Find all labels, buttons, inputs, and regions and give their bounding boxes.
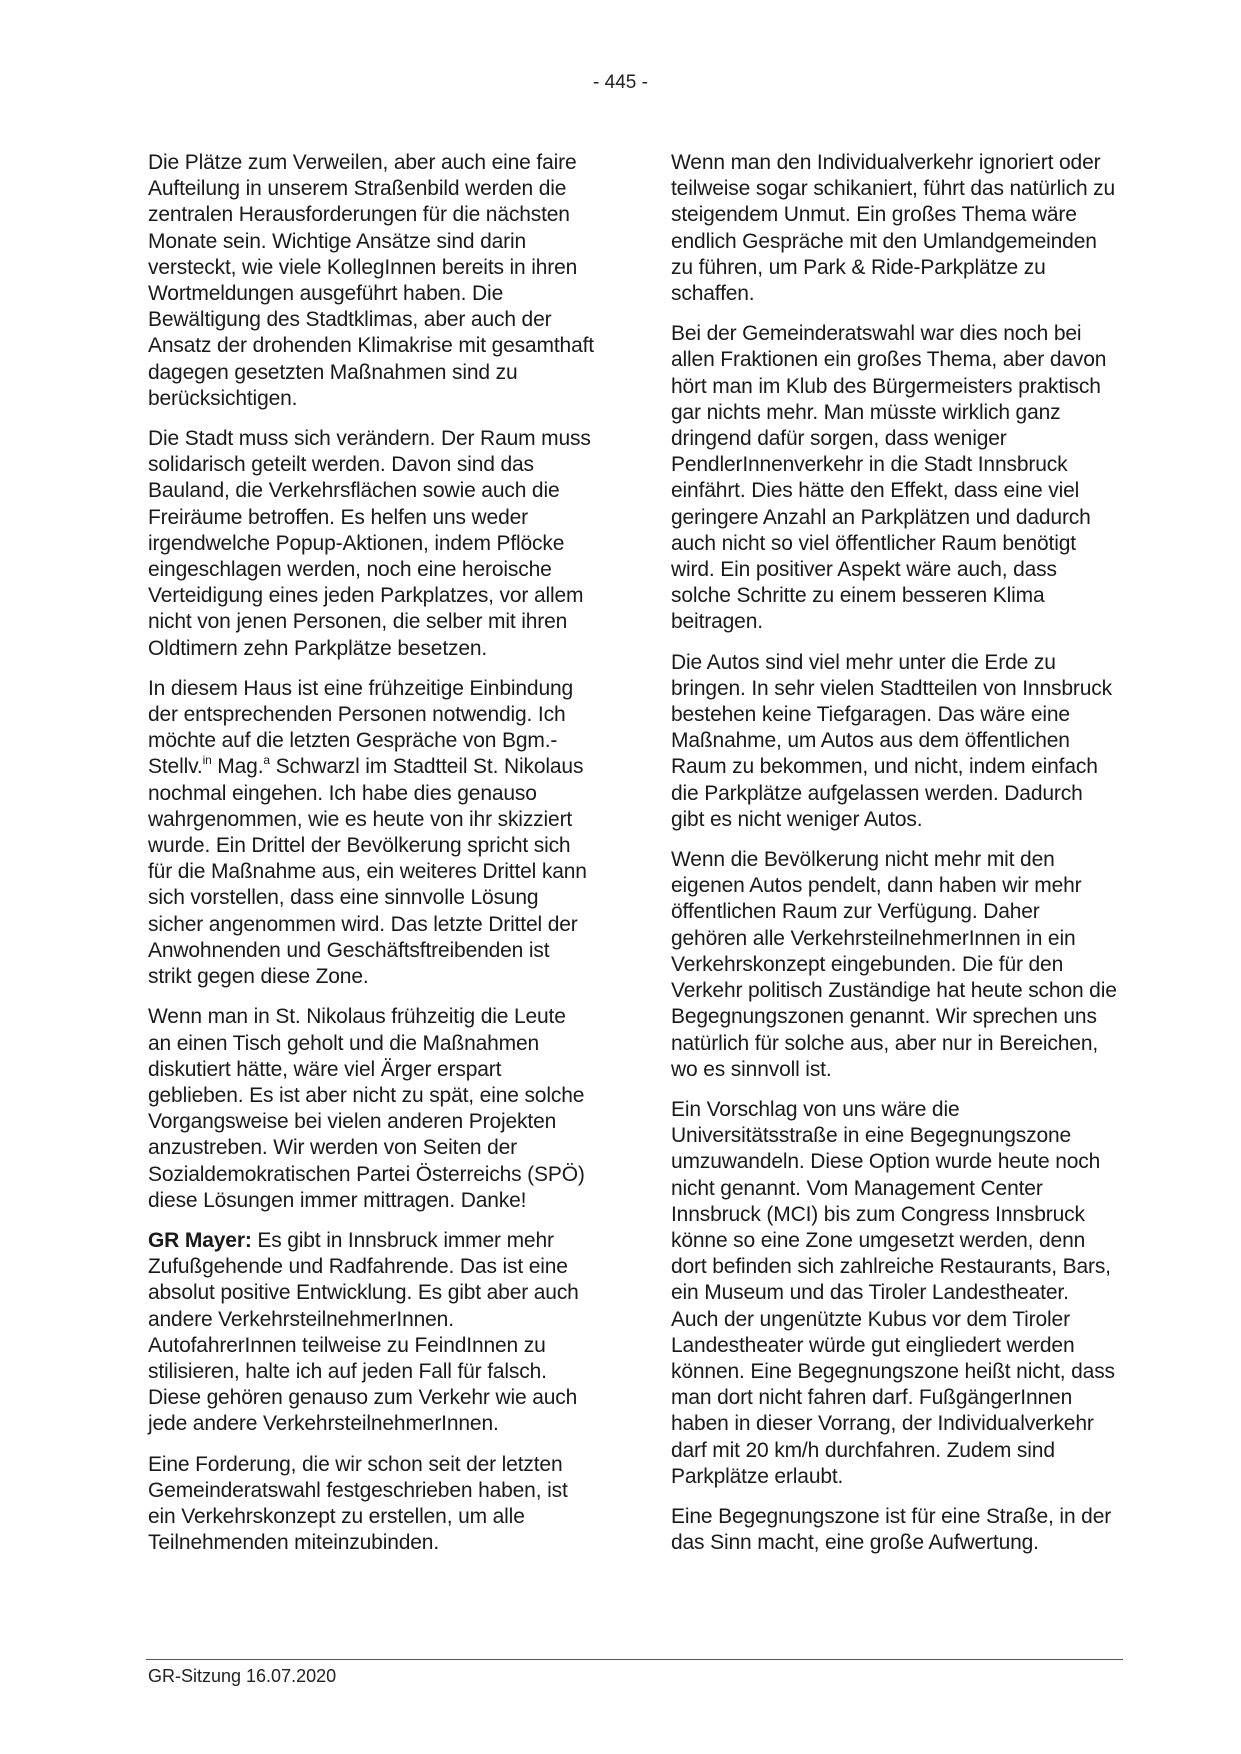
paragraph	[148, 1228, 594, 1438]
text-run: Schwarzl im Stadtteil St. Nikolaus nochmal eingehen. Ich habe dies genauso wahrgenommen, wie es heute von ihr skizziert wurde. Ein Drittel der Bevölkerung spricht sich für die Maßnahme aus, ein weiteres Drittel kann sich vorstellen, dass eine sinnvolle Lösung sicher angenommen wird. Das letzte Drittel der Anwohnenden und Geschäftsftreibenden ist strikt gegen diese Zone.	[148, 755, 587, 989]
right-column	[671, 150, 1117, 1570]
text-run: Es gibt in Innsbruck immer mehr Zufußgehende und Radfahrende. Das ist eine absolut positive Entwicklung. Es gibt aber auch andere VerkehrsteilnehmerInnen. AutofahrerInnen teilweise zu FeindInnen zu stilisieren, halte ich auf jeden Fall für falsch. Diese gehören genauso zum Verkehr wie auch jede andere VerkehrsteilnehmerInnen.	[148, 1228, 579, 1436]
paragraph: Die Plätze zum Verweilen, aber auch eine faire Aufteilung in unserem Straßenbild werden die zentralen Herausforderungen für die nächsten Monate sein. Wichtige Ansätze sind darin versteckt, wie viele KollegInnen bereits in ihren Wortmeldungen ausgeführt haben. Die Bewältigung des Stadtklimas, aber auch der Ansatz der drohenden Klimakrise mit gesamthaft dagegen gesetzten Maßnahmen sind zu berücksichtigen.	[148, 151, 594, 410]
paragraph: Ein Vorschlag von uns wäre die Universitätsstraße in eine Begegnungszone umzuwandeln. Diese Option wurde heute noch nicht genannt. Vom Management Center Innsbruck (MCI) bis zum Congress Innsbruck könne so eine Zone umgesetzt werden, denn dort befinden sich zahlreiche Restaurants, Bars, ein Museum und das Tiroler Landestheater. Auch der ungenützte Kubus vor dem Tiroler Landestheater würde gut eingliedert werden können. Eine Begegnungszone heißt nicht, dass man dort nicht fahren darf. FußgängerInnen haben in dieser Vorrang, der Individualverkehr darf mit 20 km/h durchfahren. Zudem sind Parkplätze erlaubt.	[671, 1097, 1115, 1488]
footer-text: GR-Sitzung 16.07.2020	[148, 1666, 337, 1686]
paragraph: Die Stadt muss sich verändern. Der Raum muss solidarisch geteilt werden. Davon sind das Bauland, die Verkehrsflächen sowie auch die Freiräume betroffen. Es helfen uns weder irgendwelche Popup-Aktionen, indem Pflöcke eingeschlagen werden, noch eine heroische Verteidigung eines jeden Parkplatzes, vor allem nicht von jenen Personen, die selber mit ihren Oldtimern zehn Parkplätze besetzen.	[148, 427, 591, 660]
page-number: - 445 -	[593, 72, 648, 93]
footer-divider	[146, 1659, 1123, 1660]
paragraph: Wenn man in St. Nikolaus frühzeitig die Leute an einen Tisch geholt und die Maßnahmen diskutiert hätte, wäre viel Ärger erspart geblieben. Es ist aber nicht zu spät, eine solche Vorgangsweise bei vielen anderen Projekten anzustreben. Wir werden von Seiten der Sozialdemokratischen Partei Österreichs (SPÖ) diese Lösungen immer mittragen. Danke!	[148, 1005, 585, 1212]
paragraph: Die Autos sind viel mehr unter die Erde zu bringen. In sehr vielen Stadtteilen von Innsbruck bestehen keine Tiefgaragen. Das wäre eine Maßnahme, um Autos aus dem öffentlichen Raum zu bekommen, und nicht, indem einfach die Parkplätze aufgelassen werden. Dadurch gibt es nicht weniger Autos.	[671, 650, 1112, 831]
paragraph: Wenn man den Individualverkehr ignoriert oder teilweise sogar schikaniert, führt das natürlich zu steigendem Unmut. Ein großes Thema wäre endlich Gespräche mit den Umlandgemeinden zu führen, um Park & Ride-Parkplätze zu schaffen.	[671, 151, 1116, 306]
paragraph: Bei der Gemeinderatswahl war dies noch bei allen Fraktionen ein großes Thema, aber davon hört man im Klub des Bürgermeisters praktisch gar nichts mehr. Man müsste wirklich ganz dringend dafür sorgen, dass weniger PendlerInnenverkehr in die Stadt Innsbruck einfährt. Dies hätte den Effekt, dass eine viel geringere Anzahl an Parkplätzen und dadurch auch nicht so viel öffentlicher Raum benötigt wird. Ein positiver Aspekt wäre auch, dass solche Schritte zu einem besseren Klima beitragen.	[671, 322, 1107, 634]
paragraph: Eine Forderung, die wir schon seit der letzten Gemeinderatswahl festgeschrieben haben, ist ein Verkehrskonzept zu erstellen, um alle Teilnehmenden miteinzubinden.	[148, 1452, 568, 1555]
paragraph: Wenn die Bevölkerung nicht mehr mit den eigenen Autos pendelt, dann haben wir mehr öffentlichen Raum zur Verfügung. Daher gehören alle VerkehrsteilnehmerInnen in ein Verkehrskonzept eingebunden. Die für den Verkehr politisch Zuständige hat heute schon die Begegnungszonen genannt. Wir sprechen uns natürlich für solche aus, aber nur in Bereichen, wo es sinnvoll ist.	[671, 848, 1117, 1081]
superscript: in	[202, 753, 212, 768]
superscript: a	[263, 753, 270, 768]
text-run: In diesem Haus ist eine frühzeitige Einbindung der entsprechenden Personen notwendig. Ich möchte auf die letzten Gespräche von Bgm.-Stellv.	[148, 676, 574, 779]
left-column	[148, 150, 594, 1570]
speaker-name: GR Mayer:	[148, 1228, 252, 1252]
paragraph	[148, 676, 594, 990]
text-run: Mag.	[211, 755, 264, 779]
paragraph: Eine Begegnungszone ist für eine Straße, in der das Sinn macht, eine große Aufwertung.	[671, 1504, 1112, 1555]
